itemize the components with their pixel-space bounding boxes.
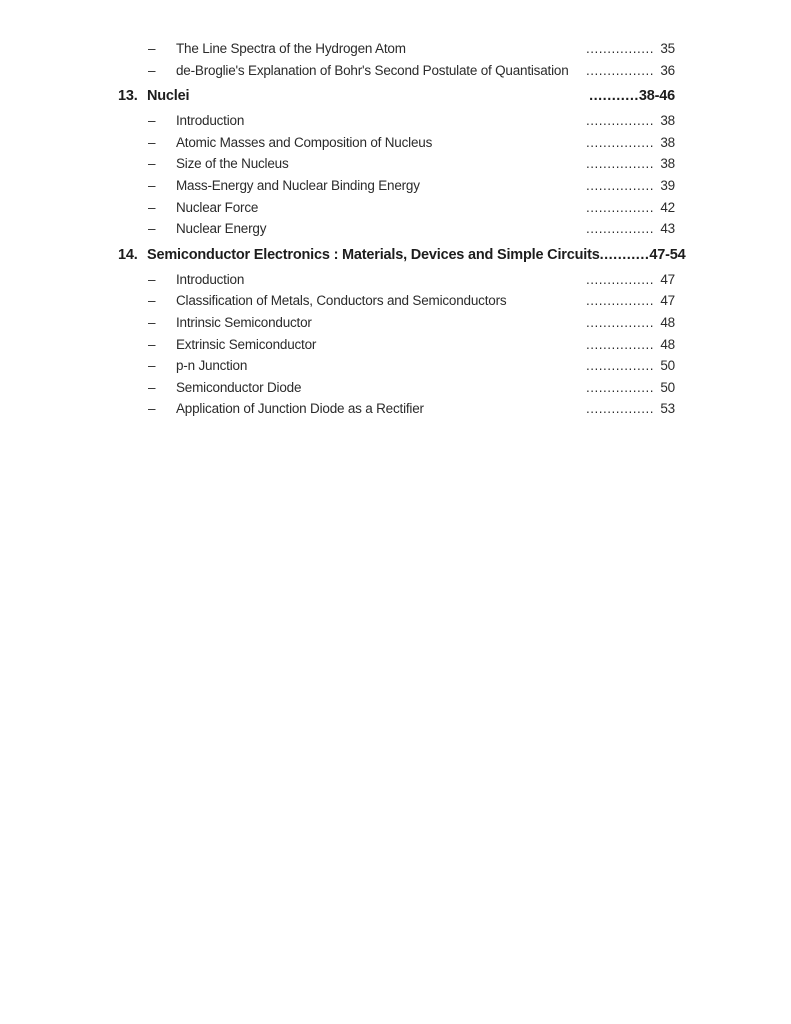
dash-bullet: – xyxy=(148,156,156,172)
dash-bullet: – xyxy=(148,314,156,330)
entry-title: Nuclear Energy xyxy=(176,221,267,237)
dot-leader: ................ xyxy=(585,358,654,374)
page-number: 43 xyxy=(660,221,675,237)
page-number: 38 xyxy=(660,113,675,129)
dash-bullet: – xyxy=(148,358,156,374)
dash-bullet: – xyxy=(148,134,156,150)
toc-entry xyxy=(118,41,675,63)
toc-entry xyxy=(118,315,675,337)
chapter-title: Semiconductor Electronics : Materials, Devices and Simple Circuits xyxy=(147,246,600,263)
dash-bullet: – xyxy=(148,336,156,352)
chapter-number: 14. xyxy=(118,246,138,263)
page-number: 53 xyxy=(660,401,675,417)
dash-bullet: – xyxy=(148,177,156,193)
dot-leader: ................ xyxy=(585,379,654,395)
chapter-title: Nuclei xyxy=(147,88,190,105)
page-number: 36 xyxy=(660,62,675,78)
toc-entry xyxy=(118,221,675,243)
dot-leader: ................ xyxy=(585,62,654,78)
dot-leader: ................ xyxy=(585,199,654,215)
dot-leader: ................ xyxy=(585,134,654,150)
entry-title: Application of Junction Diode as a Rectifier xyxy=(176,401,424,417)
entry-title: Extrinsic Semiconductor xyxy=(176,336,317,352)
toc-entry xyxy=(118,358,675,380)
page-number: 42 xyxy=(660,199,675,215)
entry-title: Size of the Nucleus xyxy=(176,156,289,172)
page-number: 48 xyxy=(660,314,675,330)
toc-entry xyxy=(118,272,675,294)
toc-entry xyxy=(118,135,675,157)
entry-title: Mass-Energy and Nuclear Binding Energy xyxy=(176,177,420,193)
dash-bullet: – xyxy=(148,62,156,78)
toc-chapter-entry xyxy=(118,88,675,111)
toc-entry xyxy=(118,337,675,359)
page-number: 47 xyxy=(660,293,675,309)
dot-leader: ................ xyxy=(585,271,654,287)
entry-title: p-n Junction xyxy=(176,358,248,374)
entry-title: Introduction xyxy=(176,113,245,129)
entry-title: Introduction xyxy=(176,271,245,287)
page-number: 50 xyxy=(660,358,675,374)
toc-entry xyxy=(118,178,675,200)
entry-title: Classification of Metals, Conductors and Semiconductors xyxy=(176,293,507,309)
entry-title: Atomic Masses and Composition of Nucleus xyxy=(176,134,433,150)
dash-bullet: – xyxy=(148,401,156,417)
toc-entry xyxy=(118,113,675,135)
dash-bullet: – xyxy=(148,379,156,395)
dash-bullet: – xyxy=(148,293,156,309)
entry-title: de-Broglie's Explanation of Bohr's Second Postulate of Quantisation xyxy=(176,62,569,78)
dot-leader: ................ xyxy=(585,293,654,309)
dot-leader: ................ xyxy=(585,113,654,129)
dot-leader: ................ xyxy=(585,221,654,237)
page-number: 35 xyxy=(660,41,675,56)
dot-leader: ........... xyxy=(599,246,650,263)
table-of-contents xyxy=(118,41,686,423)
chapter-number: 13. xyxy=(118,88,138,105)
page-range: 47-54 xyxy=(649,246,686,263)
toc-entry xyxy=(118,200,675,222)
page-number: 38 xyxy=(660,156,675,172)
page-number: 39 xyxy=(660,177,675,193)
dash-bullet: – xyxy=(148,41,156,56)
page-number: 50 xyxy=(660,379,675,395)
dot-leader: ................ xyxy=(585,336,654,352)
dash-bullet: – xyxy=(148,199,156,215)
toc-entry xyxy=(118,156,675,178)
dot-leader: ................ xyxy=(585,156,654,172)
dash-bullet: – xyxy=(148,271,156,287)
page-number: 38 xyxy=(660,134,675,150)
dash-bullet: – xyxy=(148,113,156,129)
toc-chapter-entry xyxy=(118,246,686,270)
page-range: 38-46 xyxy=(638,88,675,105)
entry-title: The Line Spectra of the Hydrogen Atom xyxy=(176,41,406,56)
dot-leader: ........... xyxy=(589,88,639,105)
dot-leader: ................ xyxy=(585,401,654,417)
page-number: 47 xyxy=(660,271,675,287)
toc-entry xyxy=(118,293,675,315)
dash-bullet: – xyxy=(148,221,156,237)
entry-title: Intrinsic Semiconductor xyxy=(176,314,312,330)
page-number: 48 xyxy=(660,336,675,352)
dot-leader: ................ xyxy=(585,314,654,330)
dot-leader: ................ xyxy=(585,41,654,56)
entry-title: Semiconductor Diode xyxy=(176,379,302,395)
toc-entry xyxy=(118,380,675,402)
toc-entry xyxy=(118,401,675,423)
toc-entry xyxy=(118,63,675,85)
dot-leader: ................ xyxy=(585,177,654,193)
entry-title: Nuclear Force xyxy=(176,199,259,215)
